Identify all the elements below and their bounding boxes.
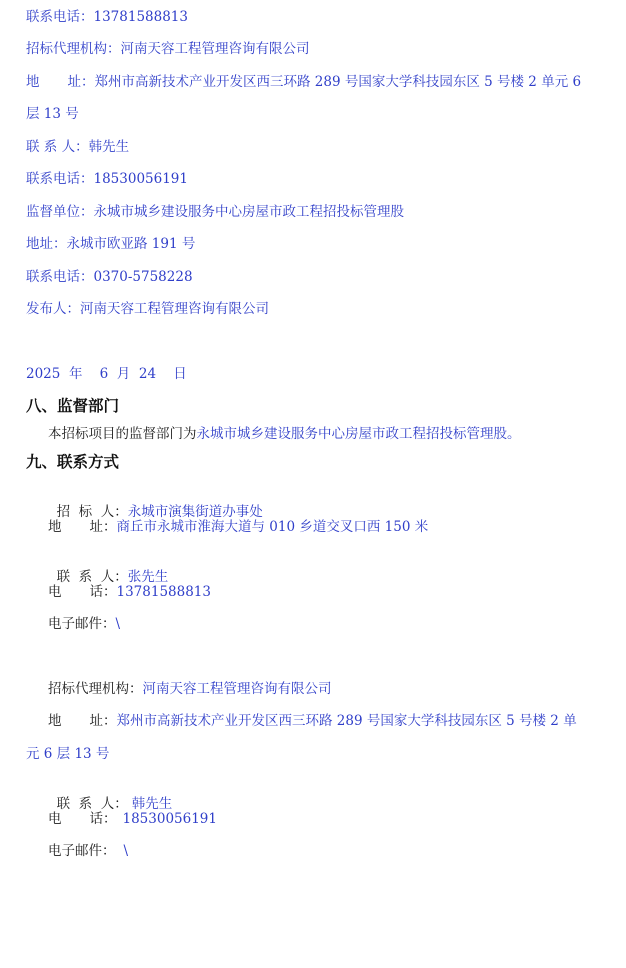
tenderer-email-label: 电子邮件： — [48, 616, 116, 632]
agency-line: 招标代理机构：河南天容工程管理咨询有限公司 — [26, 41, 310, 57]
agency-contact-value: 韩先生 — [131, 796, 173, 812]
agency-phone-label-a: 电 — [48, 811, 62, 827]
tenderer-address-value: 商丘市永城市淮海大道与 010 乡道交叉口西 150 米 — [116, 519, 429, 535]
agency-label: 招标代理机构： — [48, 681, 143, 697]
agency-address-line-1 — [48, 712, 577, 730]
section-8-body-value: 永城市城乡建设服务中心房屋市政工程招投标管理股。 — [196, 426, 521, 442]
agency-address-line-2: 元 6 层 13 号 — [26, 746, 110, 762]
section-9-heading: 九、联系方式 — [26, 453, 120, 471]
contact-label: 联 系 人： — [26, 139, 89, 155]
tenderer-address-line — [48, 518, 428, 536]
agency-phone-line — [48, 810, 217, 828]
section-8-heading: 八、监督部门 — [26, 397, 120, 415]
date-line: 2025 年 6 月 24 日 — [26, 366, 187, 382]
tenderer-value: 永城市演集街道办事处 — [127, 504, 263, 520]
publisher-line: 发布人：河南天容工程管理咨询有限公司 — [26, 301, 269, 317]
tenderer-address-label-a: 地 — [48, 519, 62, 535]
tenderer-phone-label-a: 电 — [48, 584, 62, 600]
tenderer-email-value: \ — [115, 616, 121, 632]
agency-line-2 — [48, 680, 332, 698]
tenderer-address-label-b: 址： — [89, 519, 117, 535]
agency-address-label-b: 址： — [89, 713, 117, 729]
tenderer-phone-line — [48, 583, 211, 601]
address-label-b: 址： — [67, 74, 95, 90]
tenderer-phone-label-b: 话： — [89, 584, 117, 600]
contact-name: 韩先生 — [88, 139, 130, 155]
agency-contact-line — [48, 777, 172, 813]
tenderer-label: 招 标 人： — [56, 504, 128, 520]
tenderer-phone-value: 13781588813 — [116, 584, 211, 600]
phone-line-3: 联系电话：0370-5758228 — [26, 269, 193, 285]
address-value-1: 郑州市高新技术产业开发区西三环路 289 号国家大学科技园东区 5 号楼 2 单元 6 — [94, 74, 582, 90]
section-8-body-prefix: 本招标项目的监督部门为 — [48, 426, 197, 442]
agency-value: 河南天容工程管理咨询有限公司 — [142, 681, 332, 697]
section-8-body — [48, 425, 521, 443]
tenderer-contact-label: 联 系 人： — [56, 569, 128, 585]
agency-email-value: \ — [123, 843, 129, 859]
tenderer-email-line — [48, 615, 120, 633]
address-line-supervisor: 地址：永城市欧亚路 191 号 — [26, 236, 196, 252]
supervisor-line: 监督单位：永城市城乡建设服务中心房屋市政工程招投标管理股 — [26, 204, 404, 220]
address-label-a: 地 — [26, 74, 40, 90]
agency-phone-label-b: 话： — [89, 811, 117, 827]
contact-line — [26, 138, 129, 156]
agency-address-label-a: 地 — [48, 713, 62, 729]
agency-email-line — [48, 842, 128, 860]
agency-email-label: 电子邮件： — [48, 843, 116, 859]
agency-phone-value: 18530056191 — [122, 811, 217, 827]
tenderer-contact-value: 张先生 — [127, 569, 169, 585]
address-line-1 — [26, 73, 581, 91]
tenderer-contact-line — [48, 550, 168, 586]
phone-line-2: 联系电话：18530056191 — [26, 171, 188, 187]
address-line-2: 层 13 号 — [26, 106, 79, 122]
agency-contact-label: 联 系 人： — [56, 796, 128, 812]
agency-address-value-1: 郑州市高新技术产业开发区西三环路 289 号国家大学科技园东区 5 号楼 2 单 — [116, 713, 577, 729]
tenderer-line — [48, 485, 263, 521]
phone-line-1: 联系电话：13781588813 — [26, 9, 188, 25]
